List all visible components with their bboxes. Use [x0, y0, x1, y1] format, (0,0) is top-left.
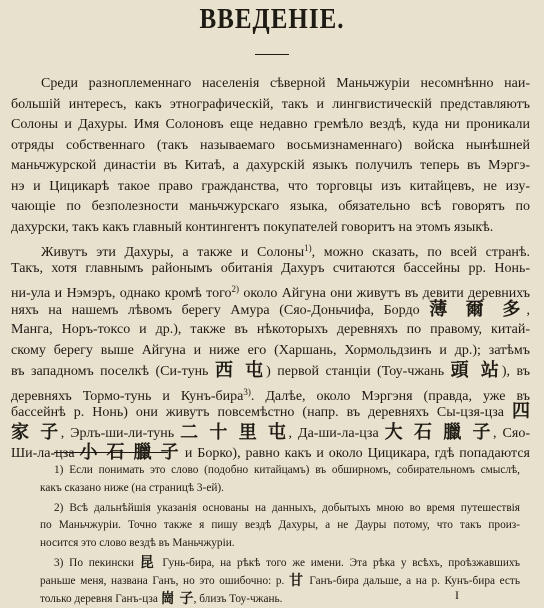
footnote-text-span: , близъ Тоу-чжань.	[193, 592, 283, 605]
body-line: отряды собственнаго (такъ называемаго восьмизнаменнаго) войска нынѣшней	[11, 137, 530, 153]
footnote-ref: 2)	[231, 284, 239, 294]
footnote-line: по Маньчжуріи. Точно также я пишу вездѣ Дахуры, а не Дауры потому, что такъ произ-	[40, 519, 520, 532]
body-text-span: , Сяо-	[493, 425, 530, 441]
footnote-line	[40, 588, 520, 608]
chinese-characters: 頭 站	[450, 360, 502, 381]
chinese-characters: 二 十 里 屯	[180, 421, 289, 443]
footnote-line: 2) Всѣ дальнѣйшія указанія основаны на данныхъ, добытыхъ мною во время путешествія	[54, 501, 520, 514]
body-text-span: въ западномъ поселкѣ (Си-тунь	[11, 364, 215, 379]
chinese-characters: 崗 子	[160, 590, 194, 607]
chinese-characters: 昆	[139, 554, 157, 571]
body-text	[11, 74, 530, 464]
footnote-text-span: 3) По пекински	[54, 556, 140, 569]
footnote-text-span: Ганъ-бира дальше, а на р. Кунъ-бира есть	[304, 574, 520, 587]
footnote-ref: 3)	[243, 386, 251, 397]
body-text-span: . Далѣе, около Мэргэня (правда, уже въ	[250, 388, 530, 404]
body-line: нэ и Цицикарѣ такое право гражданства, что торговцы изъ китайцевъ, не изу-	[11, 178, 530, 194]
body-text-span: няхъ на нашемъ лѣвомъ берегу Амура (Сяо-Доньчифа, Бордо	[11, 302, 430, 318]
body-text-span: и Борко), равно какъ и около Цицикара, гдѣ попадаются	[180, 446, 530, 461]
body-text-span: , Эрлъ-ши-ли-тунь	[60, 425, 181, 441]
footnote-line: 1) Если понимать это слово (подобно китайцамъ) въ обширномъ, собирательномъ смыслѣ,	[54, 464, 520, 476]
chinese-characters: 四	[512, 401, 530, 422]
body-line	[11, 361, 530, 382]
body-line: дахурски, такъ какъ главный контингентъ покупателей говоритъ на этомъ языкѣ.	[11, 219, 494, 235]
body-line: чающіе по безполезности маньчжурскаго языка, обязательно всѣ говорятъ по	[11, 199, 530, 214]
body-line	[11, 423, 530, 444]
body-line	[11, 402, 530, 423]
body-text-span: , можно сказать, по всей странѣ.	[311, 245, 530, 260]
body-line	[11, 279, 530, 300]
body-text-span: деревняхъ Тормо-тунь и Кунъ-бира	[11, 388, 244, 404]
chinese-characters: 大 石 臘 子	[384, 421, 494, 443]
body-line	[11, 300, 530, 321]
body-text-span: ,	[526, 302, 530, 318]
body-text-span: ) первой станціи (Тоу-чжань	[266, 364, 451, 379]
page-title: ВВЕДЕНІЕ.	[199, 3, 345, 35]
body-line: большій интересъ, какъ этнографическій, такъ и лингвистическій представляютъ	[11, 96, 530, 112]
footnote-text-span: раньше меня, названа Ганъ, но это ошибочно: р.	[40, 574, 289, 587]
body-text-span: ни-ула и Нэмэръ, однако кромѣ того	[11, 286, 232, 301]
body-line: скому берегу выше Айгуна и ниже его (Харшань, Хормольдзинъ и др.); затѣмъ	[11, 342, 530, 358]
footnote-rule	[54, 452, 168, 453]
chinese-characters: 小 石 臘 子	[79, 442, 180, 463]
title-rule	[255, 54, 289, 55]
body-text-span: около Айгуна они живутъ въ девити деревнихъ	[239, 286, 531, 301]
footnotes	[40, 462, 520, 608]
chinese-characters: 薄 爾 多	[429, 298, 527, 320]
body-line	[11, 382, 530, 403]
body-text-span: бассейнѣ р. Нонь) они живутъ повсемѣстно (напр. въ деревняхъ Сы-цзя-цза	[11, 405, 512, 420]
body-line: Среди разноплеменнаго населенія сѣверной Маньчжуріи несомнѣнно наи-	[41, 76, 530, 91]
footnote-text-span: только деревня Ганъ-цза	[40, 592, 161, 605]
body-text-span: Живутъ эти Дахуры, а также и Солоны	[41, 245, 305, 260]
chinese-characters: 西 屯	[214, 360, 267, 381]
body-line: маньчжурской династіи въ Китаѣ, а дахурскій языкъ получилъ теперь въ Мэргэ-	[11, 158, 530, 173]
footnote-line: носится это слово вездѣ въ Маньчжуріи.	[40, 537, 235, 550]
body-line	[11, 238, 530, 259]
footnote-line	[40, 555, 520, 573]
footnote-ref: 1)	[304, 243, 312, 253]
body-line: Солоны и Дахуры. Имя Солоновъ еще недавно гремѣло вездѣ, куда ни проникали	[11, 117, 530, 132]
body-text-span: ), въ	[501, 364, 531, 379]
body-text-span: Ши-ла-цза	[11, 446, 80, 461]
body-text-span: , Да-ши-ла-цза	[288, 425, 385, 441]
footnote-text-span: Гунь-бира, на рѣкѣ того же имени. Эта рѣка у всѣхъ, проѣзжавшихъ	[156, 556, 520, 569]
footnote-line: какъ сказано ниже (на страницѣ 3-ей).	[40, 481, 224, 494]
body-line: Манга, Норъ-токсо и др.), также въ нѣкоторыхъ деревняхъ по правому, китай-	[11, 322, 530, 337]
footnote-line	[40, 573, 520, 591]
chinese-characters: 家 子	[11, 421, 61, 443]
body-line: Такъ, хотя главнымъ районымъ обитанія Дахуръ считаются бассейны рр. Нонь-	[11, 260, 530, 276]
body-line	[11, 443, 530, 464]
page-marker: I	[455, 588, 459, 602]
chinese-characters: 甘	[288, 572, 305, 589]
